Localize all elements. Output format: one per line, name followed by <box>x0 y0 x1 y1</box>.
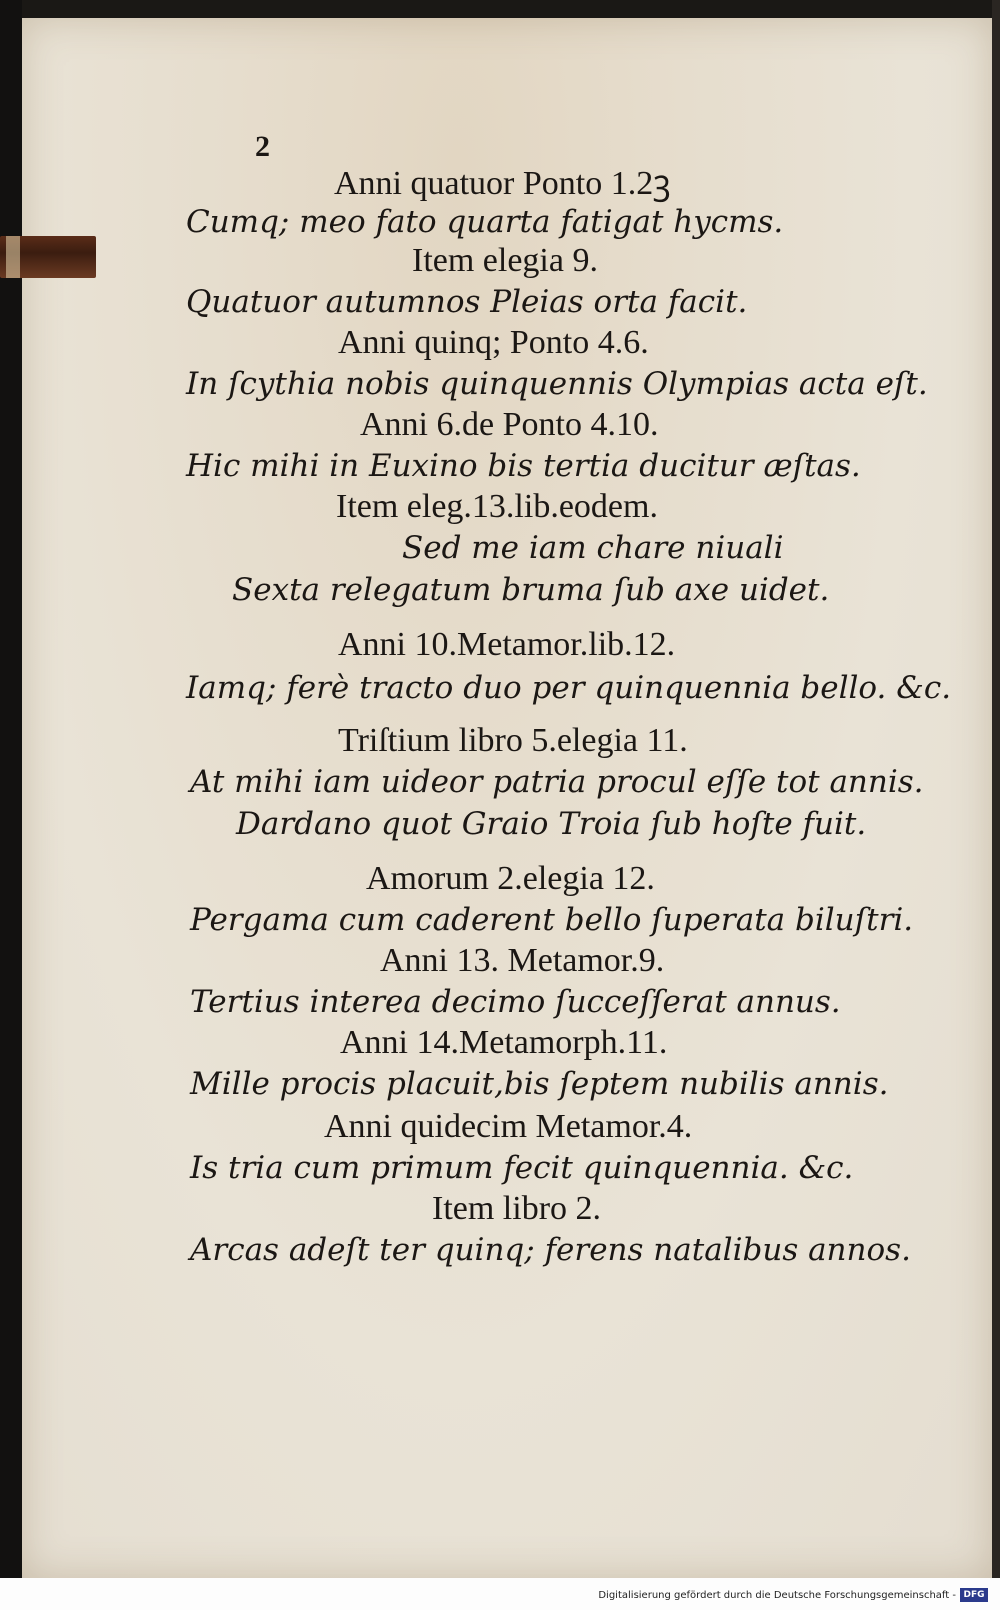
text-line: Dardano quot Graio Troia ſub hoſte fuit. <box>236 806 867 842</box>
text-line: Triſtium libro 5.elegia 11. <box>338 722 688 759</box>
scan-right-edge <box>992 0 1000 1610</box>
text-line: Tertius interea decimo ſucceſſerat annus. <box>190 984 841 1020</box>
text-line: Anni 10.Metamor.lib.12. <box>338 626 676 663</box>
text-line: Cumq; meo fato quarta fatigat hycms. <box>186 204 784 240</box>
funding-credit: Digitalisierung gefördert durch die Deutsche Forschungsgemeinschaft - <box>598 1590 956 1601</box>
text-line: Item libro 2. <box>432 1190 602 1227</box>
page-number: 2 <box>255 130 270 163</box>
text-line: Sexta relegatum bruma ſub axe uidet. <box>232 572 830 608</box>
text-line: Pergama cum caderent bello ſuperata biluſtri. <box>190 902 914 938</box>
text-line: Anni 6.de Ponto 4.10. <box>360 406 659 443</box>
text-line: Iamq; ferè tracto duo per quinquennia bello. &c. <box>186 670 952 706</box>
text-line: Hic mihi in Euxino bis tertia ducitur æſtas. <box>186 448 861 484</box>
text-line: Anni 13. Metamor.9. <box>380 942 665 979</box>
text-line: Anni quidecim Metamor.4. <box>324 1108 693 1145</box>
text-line: Item eleg.13.lib.eodem. <box>336 488 658 525</box>
bookmark-tab <box>0 236 96 278</box>
text-line: At mihi iam uideor patria procul eſſe tot annis. <box>190 764 924 800</box>
text-line: Amorum 2.elegia 12. <box>366 860 655 897</box>
text-line: Arcas adeſt ter quinq; ferens natalibus annos. <box>190 1232 911 1268</box>
text-line: Mille procis placuit,bis ſeptem nubilis annis. <box>190 1066 889 1102</box>
text-line: In ſcythia nobis quinquennis Olympias acta eſt. <box>186 366 928 402</box>
text-line: Item elegia 9. <box>412 242 598 279</box>
text-line: Is tria cum primum fecit quinquennia. &c. <box>190 1150 854 1186</box>
dfg-logo: DFG <box>960 1588 988 1602</box>
text-line: Quatuor autumnos Pleias orta facit. <box>186 284 748 320</box>
text-line: Anni 14.Metamorph.11. <box>340 1024 668 1061</box>
text-line: Sed me iam chare niuali <box>402 530 784 566</box>
text-line: Anni quinq; Ponto 4.6. <box>338 324 649 361</box>
text-line: Anni quatuor Ponto 1.2ꝫ <box>334 165 671 202</box>
scan-top-edge <box>0 0 1000 18</box>
